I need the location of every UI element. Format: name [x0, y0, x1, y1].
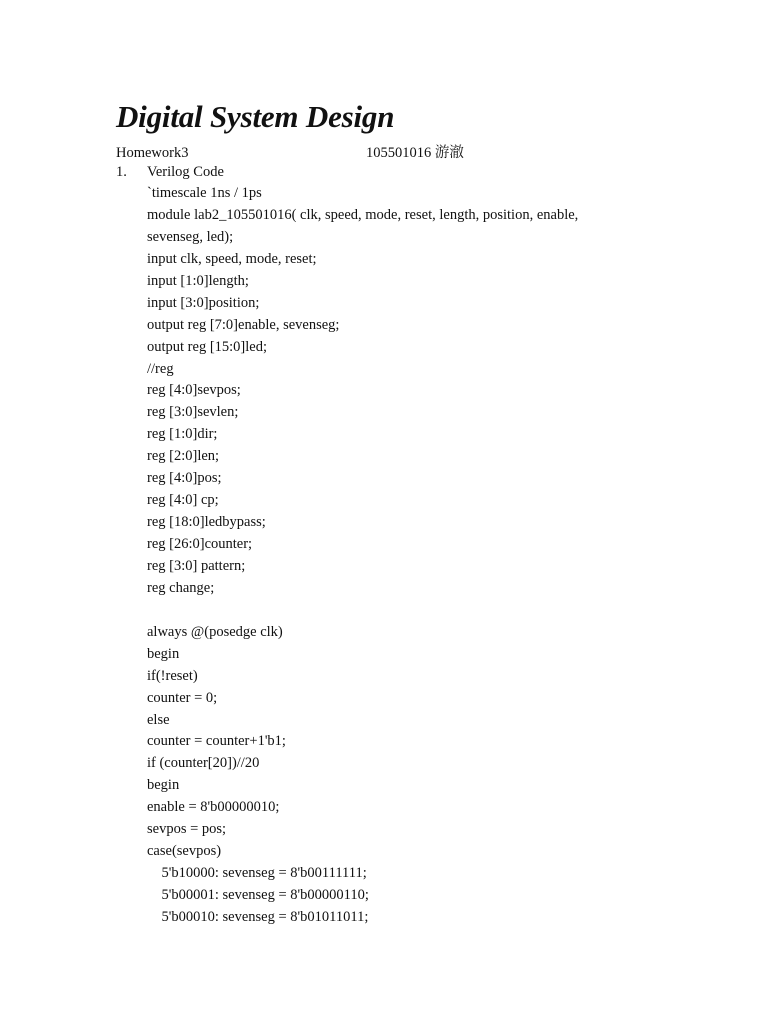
- code-line: 5'b00001: sevenseg = 8'b00000110;: [147, 887, 369, 903]
- code-line: [147, 600, 627, 622]
- code-line: input [1:0]length;: [147, 272, 249, 289]
- code-line: sevpos = pos;: [147, 821, 227, 838]
- code-line: enable = 8'b00000010;: [147, 799, 280, 816]
- code-line: begin: [147, 777, 180, 794]
- code-line: reg [3:0] pattern;: [147, 557, 246, 574]
- code-line: output reg [15:0]led;: [147, 338, 268, 355]
- code-line: counter = 0;: [147, 689, 218, 706]
- code-line: reg [26:0]counter;: [147, 536, 253, 552]
- document-title: Digital System Design: [116, 99, 395, 134]
- code-line: reg [18:0]ledbypass;: [147, 514, 266, 531]
- section-title: Verilog Code: [147, 164, 224, 180]
- code-line: module lab2_105501016( clk, speed, mode, reset, length, position, enable,: [147, 206, 579, 223]
- student-id-name: 105501016 游澈: [366, 145, 464, 161]
- code-line: output reg [7:0]enable, sevenseg;: [147, 316, 340, 333]
- code-line: input clk, speed, mode, reset;: [147, 250, 317, 267]
- code-line: always @(posedge clk): [147, 623, 283, 640]
- code-line: sevenseg, led);: [147, 228, 234, 245]
- code-line: reg [2:0]len;: [147, 448, 220, 465]
- code-line: reg [4:0] cp;: [147, 492, 219, 509]
- code-line: //reg: [147, 360, 174, 377]
- homework-label: Homework3: [116, 145, 189, 161]
- code-line: reg [4:0]sevpos;: [147, 382, 241, 399]
- code-line: if (counter[20])//20: [147, 755, 260, 772]
- code-line: else: [147, 711, 170, 728]
- code-line: if(!reset): [147, 667, 198, 684]
- code-line: `timescale 1ns / 1ps: [147, 185, 262, 201]
- code-line: 5'b00010: sevenseg = 8'b01011011;: [147, 908, 369, 925]
- code-line: 5'b10000: sevenseg = 8'b00111111;: [147, 865, 367, 882]
- code-line: input [3:0]position;: [147, 294, 260, 311]
- code-line: reg [3:0]sevlen;: [147, 404, 239, 421]
- code-line: begin: [147, 645, 180, 662]
- verilog-code-block: [147, 183, 627, 929]
- code-line: reg change;: [147, 579, 215, 596]
- code-line: counter = counter+1'b1;: [147, 733, 286, 750]
- code-line: case(sevpos): [147, 843, 222, 860]
- code-line: reg [4:0]pos;: [147, 470, 222, 487]
- code-line: reg [1:0]dir;: [147, 426, 218, 443]
- section-number: 1.: [116, 164, 127, 180]
